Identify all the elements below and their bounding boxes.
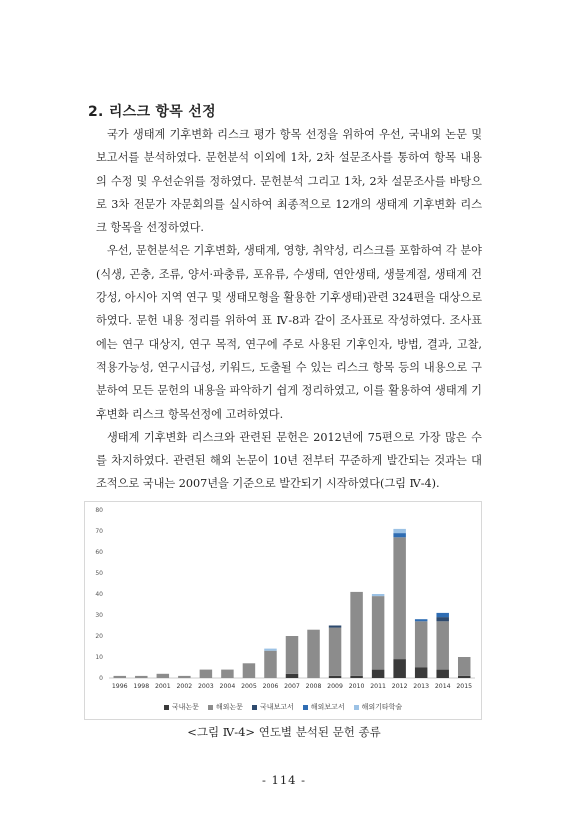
x-tick-label: 2004 bbox=[219, 683, 236, 690]
bar-segment bbox=[415, 619, 427, 621]
bar-segment bbox=[350, 592, 362, 676]
bar-segment bbox=[350, 676, 362, 678]
y-tick-label: 0 bbox=[99, 675, 103, 682]
legend-item bbox=[252, 702, 294, 712]
x-tick-label: 1998 bbox=[133, 683, 150, 690]
legend-swatch bbox=[354, 705, 359, 710]
bar-segment bbox=[286, 674, 298, 678]
bar-segment bbox=[307, 630, 319, 678]
x-tick-label: 2012 bbox=[391, 683, 408, 690]
bar-segment bbox=[436, 670, 448, 678]
bar-segment bbox=[372, 596, 384, 670]
bar-segment bbox=[415, 621, 427, 667]
y-tick-label: 80 bbox=[95, 507, 103, 514]
x-tick-label: 2013 bbox=[413, 683, 430, 690]
bar-segment bbox=[458, 676, 470, 678]
y-tick-label: 20 bbox=[95, 633, 103, 640]
bar-segment bbox=[436, 613, 448, 617]
paragraph: 생태계 기후변화 리스크와 관련된 문헌은 2012년에 75편으로 가장 많은 수를 차지하였다. 관련된 해외 논문이 10년 전부터 꾸준하게 발간되는 것과는 대조적으로 국내는 2007년을 기준으로 발간되기 시작하였다(그림 Ⅳ-4). bbox=[96, 430, 482, 491]
legend-label: 국내보고서 bbox=[259, 703, 294, 711]
x-tick-label: 2003 bbox=[198, 683, 214, 690]
x-tick-label: 2005 bbox=[241, 683, 257, 690]
bar-segment bbox=[393, 529, 405, 533]
y-tick-label: 30 bbox=[95, 612, 103, 619]
x-tick-label: 2002 bbox=[176, 683, 193, 690]
y-tick-label: 10 bbox=[95, 654, 103, 661]
y-tick-label: 70 bbox=[95, 528, 103, 535]
bar-segment bbox=[329, 628, 341, 676]
y-tick-label: 40 bbox=[95, 591, 103, 598]
bar-segment bbox=[135, 676, 147, 678]
y-tick-label: 50 bbox=[95, 570, 103, 577]
x-tick-label: 2011 bbox=[370, 683, 386, 690]
legend-item bbox=[303, 702, 345, 712]
section-heading: 2. 리스크 항목 선정 bbox=[88, 104, 216, 120]
x-tick-label: 2001 bbox=[154, 683, 171, 690]
legend-swatch bbox=[208, 705, 213, 710]
legend-label: 해외보고서 bbox=[310, 703, 345, 711]
x-tick-label: 2007 bbox=[284, 683, 300, 690]
x-tick-label: 1996 bbox=[111, 683, 128, 690]
bar-segment bbox=[264, 651, 276, 678]
x-tick-label: 2006 bbox=[262, 683, 279, 690]
figure-caption: <그림 Ⅳ-4> 연도별 분석된 문헌 종류 bbox=[187, 725, 381, 739]
bar-segment bbox=[393, 659, 405, 678]
x-tick-label: 2009 bbox=[327, 683, 343, 690]
bar-segment bbox=[329, 676, 341, 678]
y-tick-label: 60 bbox=[95, 549, 103, 556]
bar-segment bbox=[286, 636, 298, 674]
bar-segment bbox=[329, 626, 341, 628]
bar-segment bbox=[372, 594, 384, 596]
bar-segment bbox=[436, 621, 448, 669]
paragraph: 국가 생태계 기후변화 리스크 평가 항목 선정을 위하여 우선, 국내외 논문 및 보고서를 분석하였다. 문헌분석 이외에 1차, 2차 설문조사를 통하여 항목 내용의 수정 및 우선순위를 정하였다. 문헌분석 그리고 1차, 2차 설문조사를 바탕으로 3차 전문가 자문회의를 실시하여 최종적으로 12개의 생태계 기후변화 리스크 항목을 선정하였다. bbox=[96, 128, 482, 235]
bar-segment bbox=[243, 663, 255, 678]
bar-segment bbox=[264, 649, 276, 651]
body-text bbox=[96, 123, 482, 496]
legend-swatch bbox=[164, 705, 169, 710]
x-tick-label: 2015 bbox=[456, 683, 473, 690]
bar-segment bbox=[200, 670, 212, 678]
legend-item bbox=[164, 702, 199, 712]
bar-segment bbox=[157, 674, 169, 678]
legend-label: 해외논문 bbox=[215, 703, 243, 711]
bar-segment bbox=[221, 670, 233, 678]
literature-chart bbox=[84, 501, 482, 720]
paragraph: 우선, 문헌분석은 기후변화, 생태계, 영향, 취약성, 리스크를 포함하여 각 분야(식생, 곤충, 조류, 양서·파충류, 포유류, 수생태, 연안생태, 생물계절, 생태계 건강성, 아시아 지역 연구 및 생태모형을 활용한 기후생태)관련 324편을 대상으로 하였다. 문헌 내용 정리를 위하여 표 Ⅳ-8과 같이 조사표로 작성하였다. 조사표에는 연구 대상지, 연구 목적, 연구에 주로 사용된 기후인자, 방법, 결과, 고찰, 적용가능성, 연구시급성, 키워드, 도출될 수 있는 리스크 항목 등의 내용으로 구분하여 모든 문헌의 내용을 파악하기 쉽게 정리하였고, 이를 활용하여 생태계 기후변화 리스크 항목선정에 고려하였다. bbox=[96, 244, 482, 421]
legend-item bbox=[354, 702, 403, 712]
legend-swatch bbox=[252, 705, 257, 710]
bar-segment bbox=[436, 617, 448, 621]
chart-legend bbox=[85, 702, 481, 712]
legend-label: 국내논문 bbox=[171, 703, 199, 711]
bar-segment bbox=[415, 668, 427, 679]
bar-segment bbox=[178, 676, 190, 678]
page-number: - 114 - bbox=[261, 773, 307, 787]
bar-segment bbox=[458, 657, 470, 676]
x-tick-label: 2014 bbox=[434, 683, 451, 690]
bar-segment bbox=[393, 537, 405, 659]
legend-item bbox=[208, 702, 243, 712]
legend-label: 해외기타학술 bbox=[361, 703, 403, 711]
bar-segment bbox=[393, 533, 405, 537]
x-tick-label: 2008 bbox=[305, 683, 322, 690]
chart-canvas bbox=[85, 502, 481, 692]
bar-segment bbox=[372, 670, 384, 678]
x-tick-label: 2010 bbox=[348, 683, 365, 690]
bar-segment bbox=[114, 676, 126, 678]
legend-swatch bbox=[303, 705, 308, 710]
